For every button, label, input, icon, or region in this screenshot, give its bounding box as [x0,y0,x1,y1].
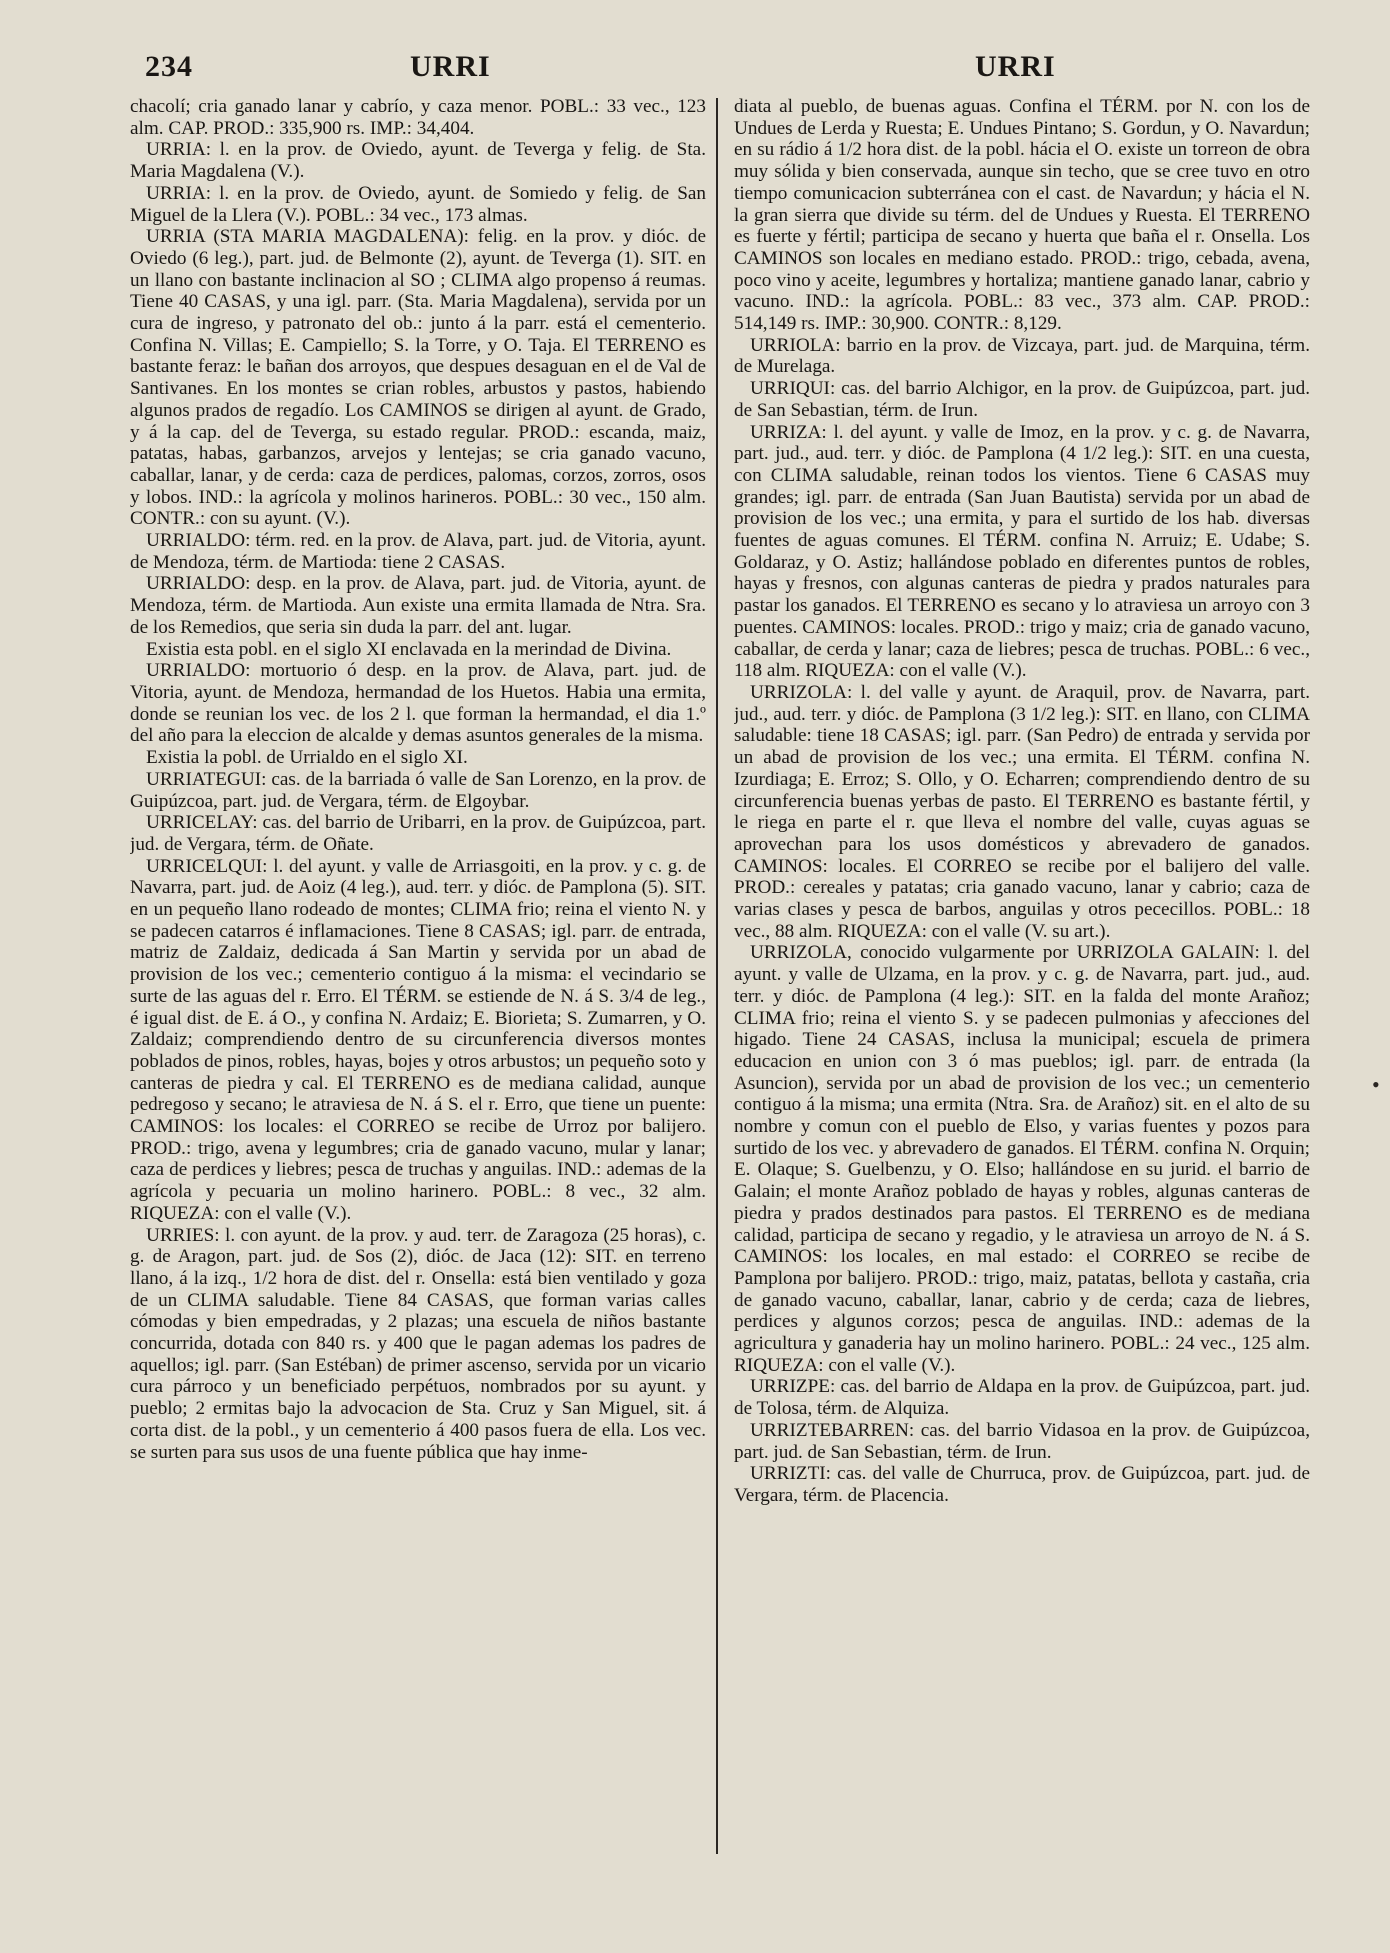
entry-continuation: diata al pueblo, de buenas aguas. Confina el TÉRM. por N. con los de Undues de Lerda y Ruesta; E. Undues Pintano; S. Gordun, y O. Navardun; en su rádio á 1/2 hora dist. de la pobl. hácia el O. existe un torreon de obra muy sólida y bien conservada, aunque sin techo, que se cree tuvo en otro tiempo comunicacion subterránea con el cast. de Navardun; y hácia el N. la gran sierra que divide su térm. del de Undues y Ruesta. El TERRENO es fuerte y fértil; participa de secano y huerta que baña el r. Onsella. Los CAMINOS son locales en mediano estado. PROD.: trigo, cebada, avena, poco vino y aceite, legumbres y hortaliza; mantiene ganado lanar, cabrio y vacuno. IND.: la agrícola. POBL.: 83 vec., 373 alm. CAP. PROD.: 514,149 rs. IMP.: 30,900. CONTR.: 8,129. [734,96,1310,335]
page-number: 234 [145,50,193,83]
entry-urrialdo-mortuorio: URRIALDO: mortuorio ó desp. en la prov. de Alava, part. jud. de Vitoria, ayunt. de Mendoza, hermandad de los Huetos. Habia una ermita, donde se reunian los vec. de los 2 l. que forman la hermandad, el dia 1.º del año para la eleccion de alcalde y demas asuntos generales de la misma. [130,660,706,747]
entry-urriza: URRIZA: l. del ayunt. y valle de Imoz, en la prov. y c. g. de Navarra, part. jud., aud. terr. y dióc. de Pamplona (4 1/2 leg.): SIT. en una cuesta, con CLIMA saludable, reinan todos los vientos. Tiene 6 CASAS muy grandes; igl. parr. de entrada (San Juan Bautista) servida por un abad de provision de los vec.; una ermita, y para el surtido de los hab. diversas fuentes de aguas comunes. El TÉRM. confina N. Arruiz; E. Udabe; S. Goldaraz, y O. Astiz; hallándose poblado en diferentes puntos de robles, hayas y fresnos, con algunas canteras de piedra y prados naturales para pastar los ganados. El TERRENO es secano y lo atraviesa un arroyo con 3 puentes. CAMINOS: locales. PROD.: trigo y maiz; cria de ganado vacuno, caballar, de cerda y lanar; caza de liebres; pesca de truchas. POBL.: 6 vec., 118 alm. RIQUEZA: con el valle (V.). [734,421,1310,682]
entry-urriqui: URRIQUI: cas. del barrio Alchigor, en la prov. de Guipúzcoa, part. jud. de San Sebastian, térm. de Irun. [734,378,1310,421]
entry-urrialdo-desp: URRIALDO: desp. en la prov. de Alava, part. jud. de Vitoria, ayunt. de Mendoza, térm. de Martioda. Aun existe una ermita llamada de Ntra. Sra. de los Remedios, que seria sin duda la parr. del ant. lugar. [130,573,706,638]
right-column [734,96,1310,1876]
right-running-head: URRI [975,50,1056,83]
scan-speck: • [1372,1072,1380,1097]
entry-urria-teverga: URRIA: l. en la prov. de Oviedo, ayunt. de Teverga y felig. de Sta. Maria Magdalena (V.). [130,139,706,183]
entry-urries: URRIES: l. con ayunt. de la prov. y aud. terr. de Zaragoza (25 horas), c. g. de Aragon, part. jud. de Sos (2), dióc. de Jaca (12): SIT. en terreno llano, á la izq., 1/2 hora de dist. del r. Onsella: está bien ventilado y goza de un CLIMA saludable. Tiene 84 CASAS, que forman varias calles cómodas y bien empedradas, y 2 plazas; una escuela de niños bastante concurrida, dotada con 840 rs. y 400 que le pagan ademas los padres de aquellos; igl. parr. (San Estéban) de primer ascenso, servida por un vicario cura párroco y un beneficiado perpétuos, nombrados por su ayunt. y pueblo; 2 ermitas bajo la advocacion de Sta. Cruz y San Miguel, sit. á corta dist. de la pobl., y un cementerio á 400 pasos fuera de ella. Los vec. se surten para sus usos de una fuente pública que hay inme- [130,1224,706,1463]
entry-note: Existia la pobl. de Urrialdo en el siglo XI. [146,747,468,769]
entry-urrizola-galain: URRIZOLA, conocido vulgarmente por URRIZOLA GALAIN: l. del ayunt. y valle de Ulzama, en la prov. y c. g. de Navarra, part. jud., aud. terr. y dióc. de Pamplona (4 leg.): SIT. en la falda del monte Arañoz; CLIMA frio; reina el viento S. y se padecen pulmonias y afecciones del higado. Tiene 24 CASAS, inclusa la municipal; escuela de primera educacion en union con 3 ó mas pueblos; igl. parr. de entrada (la Asuncion), servida por un abad de provision de los vec.; un cementerio contiguo á la misma; una ermita (Ntra. Sra. de Arañoz) sit. en el alto de su nombre y comun con el pueblo de Elso, y varias fuentes y pozos para surtido de los vec. y abrevadero de ganados. El TÉRM. confina N. Orquin; E. Olaque; S. Guelbenzu, y O. Elso; hallándose en su jurid. el barrio de Galain; el monte Arañoz poblado de hayas y robles, algunas canteras de piedra y prados destinados para pastos. El TERRENO es de mediana calidad, participa de secano y regadio, y le atraviesa un arroyo de N. á S. CAMINOS: los locales, en mal estado: el CORREO se recibe de Pamplona por balijero. PROD.: trigo, maiz, patatas, bellota y castaña, cria de ganado vacuno, caballar, lanar, cabrio y de cerda; caza de liebres, perdices y algunos corzos; pesca de anguilas. IND.: ademas de la agricultura y ganaderia hay un molino harinero. POBL.: 24 vec., 125 alm. RIQUEZA: con el valle (V.). [734,942,1310,1376]
entry-note: Existia esta pobl. en el siglo XI enclavada en la merindad de Divina. [146,638,672,660]
entry-urrizpe: URRIZPE: cas. del barrio de Aldapa en la prov. de Guipúzcoa, part. jud. de Tolosa, térm. de Alquiza. [734,1376,1310,1420]
left-column [130,96,706,1876]
entry-urricelay: URRICELAY: cas. del barrio de Uribarri, en la prov. de Guipúzcoa, part. jud. de Vergara, térm. de Oñate. [130,812,706,855]
entry-urriola: URRIOLA: barrio en la prov. de Vizcaya, part. jud. de Marquina, térm. de Murelaga. [734,334,1310,378]
entry-urria-sta-maria: URRIA (STA MARIA MAGDALENA): felig. en la prov. y dióc. de Oviedo (6 leg.), part. jud. de Belmonte (2), ayunt. de Teverga (1). SIT. en un llano con bastante inclinacion al SO ; CLIMA algo propenso á reumas. Tiene 40 CASAS, y una igl. parr. (Sta. Maria Magdalena), servida por un cura de ingreso, y patronato del ob.: junto á la parr. está el cementerio. Confina N. Villas; E. Campiello; S. la Torre, y O. Taja. El TERRENO es bastante feraz: le bañan dos arroyos, que despues desaguan en el de Val de Santivanes. En los montes se crian robles, arbustos y pastos, habiendo algunos prados de regadío. Los CAMINOS se dirigen al ayunt. de Grado, y á la cap. del de Teverga, su estado regular. PROD.: escanda, maiz, patatas, habas, garbanzos, arvejos y lentejas; se cria ganado vacuno, caballar, lanar, y de cerda: caza de perdices, palomas, corzos, zorros, osos y lobos. IND.: la agrícola y molinos harineros. POBL.: 30 vec., 150 alm. CONTR.: con su ayunt. (V.). [130,226,706,530]
entry-urrizola-araquil: URRIZOLA: l. del valle y ayunt. de Araquil, prov. de Navarra, part. jud., aud. terr. y dióc. de Pamplona (3 1/2 leg.): SIT. en llano, con CLIMA saludable: tiene 18 CASAS; igl. parr. (San Pedro) de entrada y servida por un abad de provision de los vec.; una ermita. El TÉRM. confina N. Izurdiaga; E. Erroz; S. Ollo, y O. Echarren; comprendiendo dentro de su circunferencia buenas yerbas de pasto. El TERRENO es bastante fértil, y le riega en parte el r. que lleva el nombre del valle, cuyas aguas se aprovechan para los usos domésticos y abrevadero de ganados. CAMINOS: locales. El CORREO se recibe por el balijero del valle. PROD.: cereales y patatas; cria ganado vacuno, lanar y cabrio; caza de varias clases y pesca de barbos, anguilas y otros pececillos. POBL.: 18 vec., 88 alm. RIQUEZA: con el valle (V. su art.). [734,681,1310,942]
entry-urria-somiedo: URRIA: l. en la prov. de Oviedo, ayunt. de Somiedo y felig. de San Miguel de la Llera (V.). POBL.: 34 vec., 173 almas. [130,182,706,226]
entry-urriztebarren: URRIZTEBARREN: cas. del barrio Vidasoa en la prov. de Guipúzcoa, part. jud. de San Sebastian, térm. de Irun. [734,1419,1310,1463]
left-running-head: URRI [410,50,491,83]
column-divider [716,98,718,1854]
entry-urrizti: URRIZTI: cas. del valle de Churruca, prov. de Guipúzcoa, part. jud. de Vergara, térm. de Placencia. [734,1463,1310,1506]
entry-urricelqui: URRICELQUI: l. del ayunt. y valle de Arriasgoiti, en la prov. y c. g. de Navarra, part. jud. de Aoiz (4 leg.), aud. terr. y dióc. de Pamplona (5). SIT. en un pequeño llano rodeado de montes; CLIMA frio; reina el viento N. y se padecen catarros é inflamaciones. Tiene 8 CASAS; igl. parr. de entrada, matriz de Zaldaiz, dedicada á San Martin y servida por un abad de provision de los vec.; cementerio contiguo á la misma: el vecindario se surte de las aguas del r. Erro. El TÉRM. se estiende de N. á S. 3/4 de leg., é igual dist. de E. á O., y confina N. Ardaiz; E. Biorieta; S. Zumarren, y O. Zaldaiz; comprendiendo dentro de su circunferencia diversos montes poblados de pinos, robles, hayas, bojes y otros arbustos; un pequeño soto y canteras de piedra y cal. El TERRENO es de mediana calidad, aunque pedregoso y secano; le atraviesa de N. á S. el r. Erro, que tiene un puente: CAMINOS: los locales: el CORREO se recibe de Urroz por balijero. PROD.: trigo, avena y legumbres; cria de ganado vacuno, mular y lanar; caza de perdices y liebres; pesca de truchas y anguilas. IND.: ademas de la agrícola y pecuaria un molino harinero. POBL.: 8 vec., 32 alm. RIQUEZA: con el valle (V.). [130,855,706,1224]
entry-urrialdo-term: URRIALDO: térm. red. en la prov. de Alava, part. jud. de Vitoria, ayunt. de Mendoza, térm. de Martioda: tiene 2 CASAS. [130,530,706,573]
entry-continuation: chacolí; cria ganado lanar y cabrío, y caza menor. POBL.: 33 vec., 123 alm. CAP. PROD.: 335,900 rs. IMP.: 34,404. [130,96,706,139]
running-header [0,50,1390,100]
entry-urriategui: URRIATEGUI: cas. de la barriada ó valle de San Lorenzo, en la prov. de Guipúzcoa, part. jud. de Vergara, térm. de Elgoybar. [130,768,706,812]
